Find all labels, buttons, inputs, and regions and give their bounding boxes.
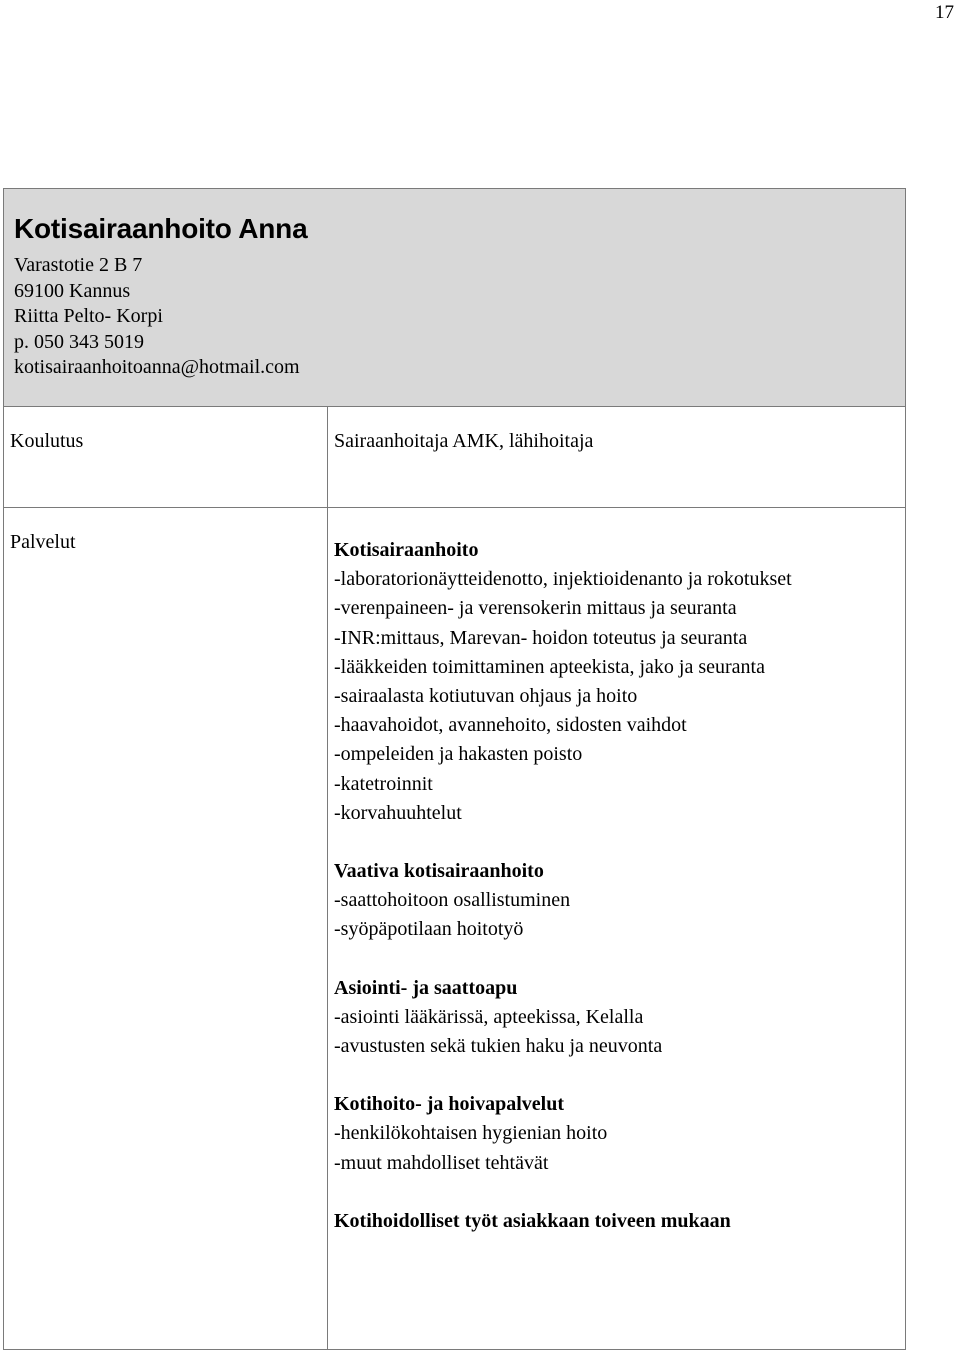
service-item: -muut mahdolliset tehtävät bbox=[334, 1151, 549, 1174]
service-item: -haavahoidot, avannehoito, sidosten vaihdot bbox=[334, 714, 687, 737]
section-title: Kotisairaanhoito bbox=[334, 539, 479, 561]
service-section bbox=[334, 536, 792, 828]
service-item: -laboratorionäytteidenotto, injektioidenanto ja rokotukset bbox=[334, 568, 792, 591]
service-item: -syöpäpotilaan hoitotyö bbox=[334, 918, 524, 941]
phone-number: p. 050 343 5019 bbox=[14, 330, 144, 353]
contact-person: Riitta Pelto- Korpi bbox=[14, 305, 163, 327]
section-title: Asiointi- ja saattoapu bbox=[334, 976, 518, 999]
service-item: -katetroinnit bbox=[334, 772, 433, 795]
company-name: Kotisairaanhoito Anna bbox=[14, 213, 308, 244]
koulutus-label: Koulutus bbox=[10, 430, 84, 452]
service-item: -verenpaineen- ja verensokerin mittaus ja seuranta bbox=[334, 597, 737, 620]
service-item: -henkilökohtaisen hygienian hoito bbox=[334, 1122, 608, 1145]
service-section bbox=[334, 1090, 792, 1178]
koulutus-value: Sairaanhoitaja AMK, lähihoitaja bbox=[334, 430, 594, 452]
address-postal: 69100 Kannus bbox=[14, 279, 131, 302]
final-section-title: Kotihoidolliset työt asiakkaan toiveen mukaan bbox=[334, 1209, 731, 1232]
service-item: -korvahuuhtelut bbox=[334, 801, 462, 824]
palvelut-label: Palvelut bbox=[10, 531, 76, 553]
service-section bbox=[334, 857, 792, 945]
section-title: Vaativa kotisairaanhoito bbox=[334, 860, 544, 883]
service-item: -lääkkeiden toimittaminen apteekista, jako ja seuranta bbox=[334, 655, 765, 678]
service-item: -avustusten sekä tukien haku ja neuvonta bbox=[334, 1035, 663, 1058]
service-item: -asiointi lääkärissä, apteekissa, Kelalla bbox=[334, 1005, 644, 1028]
email-address: kotisairaanhoitoanna@hotmail.com bbox=[14, 356, 300, 378]
service-item: -ompeleiden ja hakasten poisto bbox=[334, 743, 583, 766]
service-item: -sairaalasta kotiutuvan ohjaus ja hoito bbox=[334, 685, 638, 708]
row-divider bbox=[4, 507, 905, 508]
section-title: Kotihoito- ja hoivapalvelut bbox=[334, 1093, 565, 1116]
service-item: -saattohoitoon osallistuminen bbox=[334, 889, 571, 912]
service-section bbox=[334, 974, 792, 1062]
card-header bbox=[4, 189, 905, 407]
page-number: 17 bbox=[935, 2, 954, 23]
services-list bbox=[334, 536, 792, 1236]
column-divider bbox=[327, 406, 328, 1349]
contact-info bbox=[14, 253, 300, 381]
address-street: Varastotie 2 B 7 bbox=[14, 254, 143, 276]
service-item: -INR:mittaus, Marevan- hoidon toteutus ja seuranta bbox=[334, 626, 748, 649]
